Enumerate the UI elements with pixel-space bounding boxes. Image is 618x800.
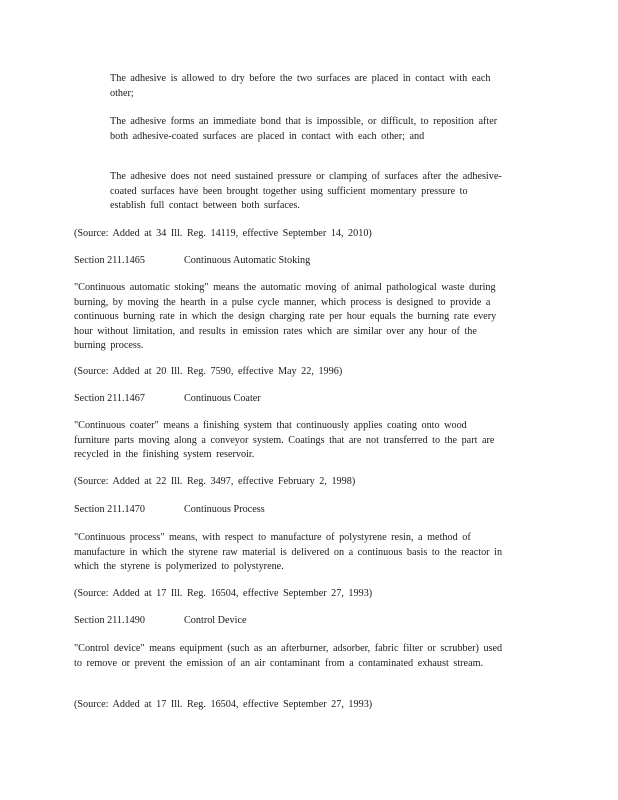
section-heading	[74, 614, 504, 629]
definition-paragraph: "Continuous automatic stoking" means the automatic moving of animal pathological waste during burning, by moving the hearth in a pulse cycle manner, which process is designed to provide a continuous burning rate in which the design charging rate per hour equals the burning rate every hour without limitation, and results in emission rates which are similar over any hour of the burning process.	[74, 282, 497, 352]
section-title: Continuous Process	[184, 504, 265, 515]
definition-condition-2: The adhesive forms an immediate bond that is impossible, or difficult, to reposition after both adhesive-coated surfaces are placed in contact with each other; and	[110, 116, 498, 142]
section-number: Section 211.1467	[74, 393, 145, 404]
section-title: Control Device	[184, 615, 247, 626]
source-note: (Source: Added at 22 Ill. Reg. 3497, effective February 2, 1998)	[74, 476, 356, 487]
section-heading	[74, 503, 504, 518]
section-number: Section 211.1490	[74, 615, 145, 626]
source-note: (Source: Added at 34 Ill. Reg. 14119, effective September 14, 2010)	[74, 228, 372, 239]
definition-paragraph: "Continuous coater" means a finishing system that continuously applies coating onto wood furniture parts moving along a conveyor system. Coatings that are not transferred to the part are recycled in the finishing system reservoir.	[74, 420, 495, 461]
source-note: (Source: Added at 17 Ill. Reg. 16504, effective September 27, 1993)	[74, 699, 373, 710]
definition-paragraph: "Control device" means equipment (such as an afterburner, adsorber, fabric filter or scrubber) used to remove or prevent the emission of an air contaminant from a contaminated exhaust stream.	[74, 643, 503, 669]
section-heading	[74, 254, 504, 269]
section-heading	[74, 392, 504, 407]
definition-paragraph: "Continuous process" means, with respect to manufacture of polystyrene resin, a method of manufacture in which the styrene raw material is delivered on a continuous basis to the reactor in which the styrene is polymerized to polystyrene.	[74, 532, 503, 573]
section-title: Continuous Coater	[184, 393, 261, 404]
source-note: (Source: Added at 20 Ill. Reg. 7590, effective May 22, 1996)	[74, 366, 343, 377]
section-number: Section 211.1465	[74, 255, 145, 266]
section-title: Continuous Automatic Stoking	[184, 255, 311, 266]
section-number: Section 211.1470	[74, 504, 145, 515]
definition-condition-1: The adhesive is allowed to dry before the two surfaces are placed in contact with each other;	[110, 73, 491, 99]
definition-condition-3: The adhesive does not need sustained pressure or clamping of surfaces after the adhesive-coated surfaces have been brought together using sufficient momentary pressure to establish full contact between both surfaces.	[110, 171, 502, 212]
source-note: (Source: Added at 17 Ill. Reg. 16504, effective September 27, 1993)	[74, 588, 373, 599]
